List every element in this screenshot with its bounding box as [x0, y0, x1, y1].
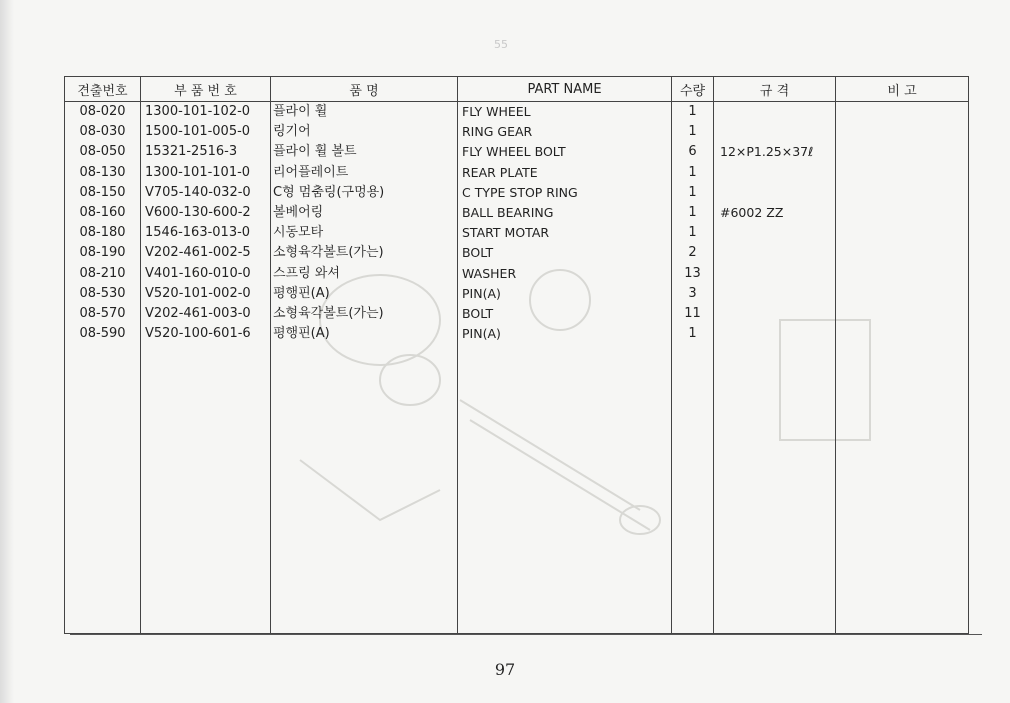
header-part-name: PART NAME: [458, 77, 672, 102]
part-no-cell: V600-130-600-2: [145, 204, 251, 220]
part-no-cell: 1546-163-013-0: [145, 225, 251, 241]
header-part-no: 부 품 번 호: [141, 77, 271, 102]
part-name-cell: RING GEAR: [462, 124, 533, 140]
name-kr-cell: 평행핀(A): [273, 326, 330, 342]
part-no-column: [141, 102, 271, 634]
part-name-cell: BOLT: [462, 245, 494, 261]
name-kr-cell: 볼베어링: [273, 204, 324, 220]
header-index-no: 견출번호: [65, 77, 141, 102]
part-no-cell: V202-461-002-5: [145, 245, 251, 261]
parts-table: [64, 76, 969, 634]
part-no-cell: V705-140-032-0: [145, 184, 251, 200]
qty-column: [672, 102, 714, 634]
index-no-cell: 08-530: [79, 285, 126, 301]
qty-cell: 1: [688, 204, 697, 220]
spec-cell: [714, 264, 835, 284]
part-no-cell: 1300-101-102-0: [145, 104, 251, 119]
part-name-cell: FLY WHEEL BOLT: [462, 144, 566, 160]
part-name-cell: START MOTAR: [462, 225, 550, 241]
header-spec: 규 격: [714, 77, 836, 102]
remarks-column: [836, 102, 969, 634]
index-no-cell: 08-180: [79, 225, 126, 241]
part-name-cell: PIN(A): [462, 326, 501, 342]
name-kr-cell: 리어플레이트: [273, 164, 349, 180]
name-kr-cell: 소형육각볼트(가는): [273, 305, 384, 321]
qty-cell: 13: [684, 265, 701, 281]
name-kr-cell: 스프링 와셔: [273, 265, 340, 281]
part-name-cell: REAR PLATE: [462, 164, 538, 180]
index-no-cell: 08-050: [79, 144, 126, 160]
name-kr-cell: C형 멈춤링(구멍용): [273, 184, 385, 200]
bottom-rule: [70, 634, 982, 635]
part-name-column: [458, 102, 672, 634]
index-no-cell: 08-570: [79, 305, 126, 321]
spec-cell: [714, 163, 835, 183]
header-mark: 55: [494, 38, 508, 51]
page-number: 97: [494, 660, 516, 679]
index-no-column: [65, 102, 141, 634]
index-no-cell: 08-030: [79, 124, 126, 140]
index-no-cell: 08-590: [79, 326, 126, 342]
qty-cell: 1: [688, 124, 697, 140]
part-name-cell: FLY WHEEL: [462, 104, 531, 119]
index-no-cell: 08-210: [79, 265, 126, 281]
name-kr-cell: 소형육각볼트(가는): [273, 245, 384, 261]
index-no-cell: 08-160: [79, 204, 126, 220]
table-body-row: [65, 102, 969, 634]
name-kr-column: [271, 102, 458, 634]
qty-cell: 1: [688, 104, 697, 119]
spec-cell: [714, 284, 835, 304]
header-qty: 수량: [672, 77, 714, 102]
spec-cell: [714, 324, 835, 344]
qty-cell: 6: [688, 144, 697, 160]
part-no-cell: V401-160-010-0: [145, 265, 251, 281]
spec-cell: [714, 243, 835, 263]
qty-cell: 1: [688, 326, 697, 342]
part-name-cell: BOLT: [462, 305, 494, 321]
qty-cell: 1: [688, 184, 697, 200]
header-remarks: 비 고: [836, 77, 969, 102]
table-header-row: [65, 77, 969, 102]
name-kr-cell: 시동모타: [273, 225, 324, 241]
name-kr-cell: 평행핀(A): [273, 285, 330, 301]
spec-cell: [714, 122, 835, 142]
index-no-cell: 08-190: [79, 245, 126, 261]
spec-cell: [714, 304, 835, 324]
part-no-cell: 1500-101-005-0: [145, 124, 251, 140]
name-kr-cell: 플라이 휠: [273, 104, 328, 119]
part-no-cell: 15321-2516-3: [145, 144, 238, 160]
name-kr-cell: 플라이 휠 볼트: [273, 144, 357, 160]
part-name-cell: WASHER: [462, 265, 517, 281]
qty-cell: 11: [684, 305, 701, 321]
qty-cell: 1: [688, 225, 697, 241]
name-kr-cell: 링기어: [273, 124, 311, 140]
index-no-cell: 08-130: [79, 164, 126, 180]
part-no-cell: V202-461-003-0: [145, 305, 251, 321]
part-name-cell: PIN(A): [462, 285, 501, 301]
qty-cell: 2: [688, 245, 697, 261]
spec-cell: [714, 223, 835, 243]
qty-cell: 1: [688, 164, 697, 180]
page-edge-shadow: [0, 0, 14, 703]
part-no-cell: V520-100-601-6: [145, 326, 251, 342]
spec-cell: [714, 102, 835, 122]
header-name-kr: 품 명: [271, 77, 458, 102]
part-no-cell: 1300-101-101-0: [145, 164, 251, 180]
part-name-cell: BALL BEARING: [462, 204, 554, 220]
spec-column: [714, 102, 836, 634]
index-no-cell: 08-150: [79, 184, 126, 200]
spec-cell: #6002 ZZ: [720, 204, 784, 220]
spec-cell: [714, 183, 835, 203]
index-no-cell: 08-020: [79, 104, 126, 119]
qty-cell: 3: [688, 285, 697, 301]
spec-cell: 12×P1.25×37ℓ: [720, 144, 814, 160]
part-name-cell: C TYPE STOP RING: [462, 184, 578, 200]
part-no-cell: V520-101-002-0: [145, 285, 251, 301]
